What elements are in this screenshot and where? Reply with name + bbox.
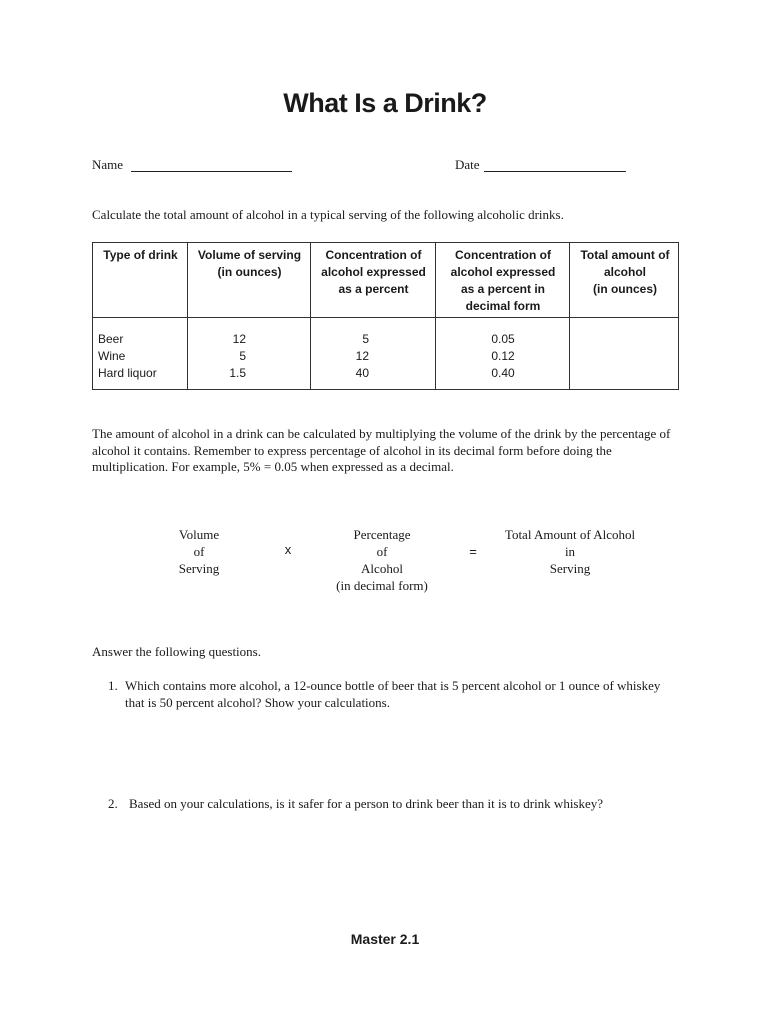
volume-value: 1.5 xyxy=(229,366,246,380)
drink-type: Hard liquor xyxy=(98,366,157,380)
name-field-line[interactable] xyxy=(131,171,292,172)
drink-type: Wine xyxy=(98,349,126,363)
equation-multiply-sign: x xyxy=(284,542,292,557)
header-concentration-decimal: Concentration of alcohol expressed as a percent in decimal form xyxy=(450,248,556,313)
header-divider xyxy=(93,317,678,318)
date-label: Date xyxy=(455,157,480,172)
percent-value: 40 xyxy=(355,366,369,380)
decimal-value: 0.05 xyxy=(491,332,515,346)
page-title: What Is a Drink? xyxy=(283,88,487,118)
question-2-text: Based on your calculations, is it safer for a person to drink beer than it is to drink whiskey? xyxy=(129,796,604,811)
decimal-cell xyxy=(436,331,570,382)
volume-value: 12 xyxy=(232,332,246,346)
question-number: 1. xyxy=(108,678,118,693)
question-1-text: Which contains more alcohol, a 12-ounce bottle of beer that is 5 percent alcohol or 1 ounce of whiskey that is 50 percent alcohol? Show your calculations. xyxy=(125,678,661,710)
footer-master-label: Master 2.1 xyxy=(350,931,420,947)
drink-type-cell xyxy=(98,331,157,382)
equation-equals-sign: = xyxy=(469,544,477,559)
date-field-line[interactable] xyxy=(484,171,626,172)
equation-percentage: Percentage of Alcohol (in decimal form) xyxy=(336,527,428,593)
volume-cell xyxy=(188,331,246,382)
header-volume: Volume of serving (in ounces) xyxy=(197,248,302,279)
questions-intro: Answer the following questions. xyxy=(92,644,261,659)
equation-result: Total Amount of Alcohol in Serving xyxy=(504,527,636,576)
percent-value: 12 xyxy=(355,349,369,363)
decimal-value: 0.40 xyxy=(491,366,515,380)
drink-type: Beer xyxy=(98,332,124,346)
header-type-of-drink: Type of drink xyxy=(103,248,178,262)
header-total-alcohol: Total amount of alcohol (in ounces) xyxy=(580,248,670,296)
volume-value: 5 xyxy=(239,349,246,363)
equation-volume: Volume of Serving xyxy=(178,527,220,576)
percent-cell xyxy=(311,331,369,382)
drink-table xyxy=(92,242,679,390)
percent-value: 5 xyxy=(362,332,369,346)
name-label: Name xyxy=(92,157,124,172)
explanation-paragraph: The amount of alcohol in a drink can be calculated by multiplying the volume of the drink by the percentage of alcohol it contains. Remember to express percentage of alcohol in its decimal form before doing the multiplication. For example, 5% = 0.05 when expressed as a decimal. xyxy=(92,426,671,474)
instructions-text: Calculate the total amount of alcohol in a typical serving of the following alcoholic drinks. xyxy=(92,207,564,222)
decimal-value: 0.12 xyxy=(491,349,515,363)
header-concentration-percent: Concentration of alcohol expressed as a percent xyxy=(321,248,426,296)
question-number: 2. xyxy=(108,796,118,811)
